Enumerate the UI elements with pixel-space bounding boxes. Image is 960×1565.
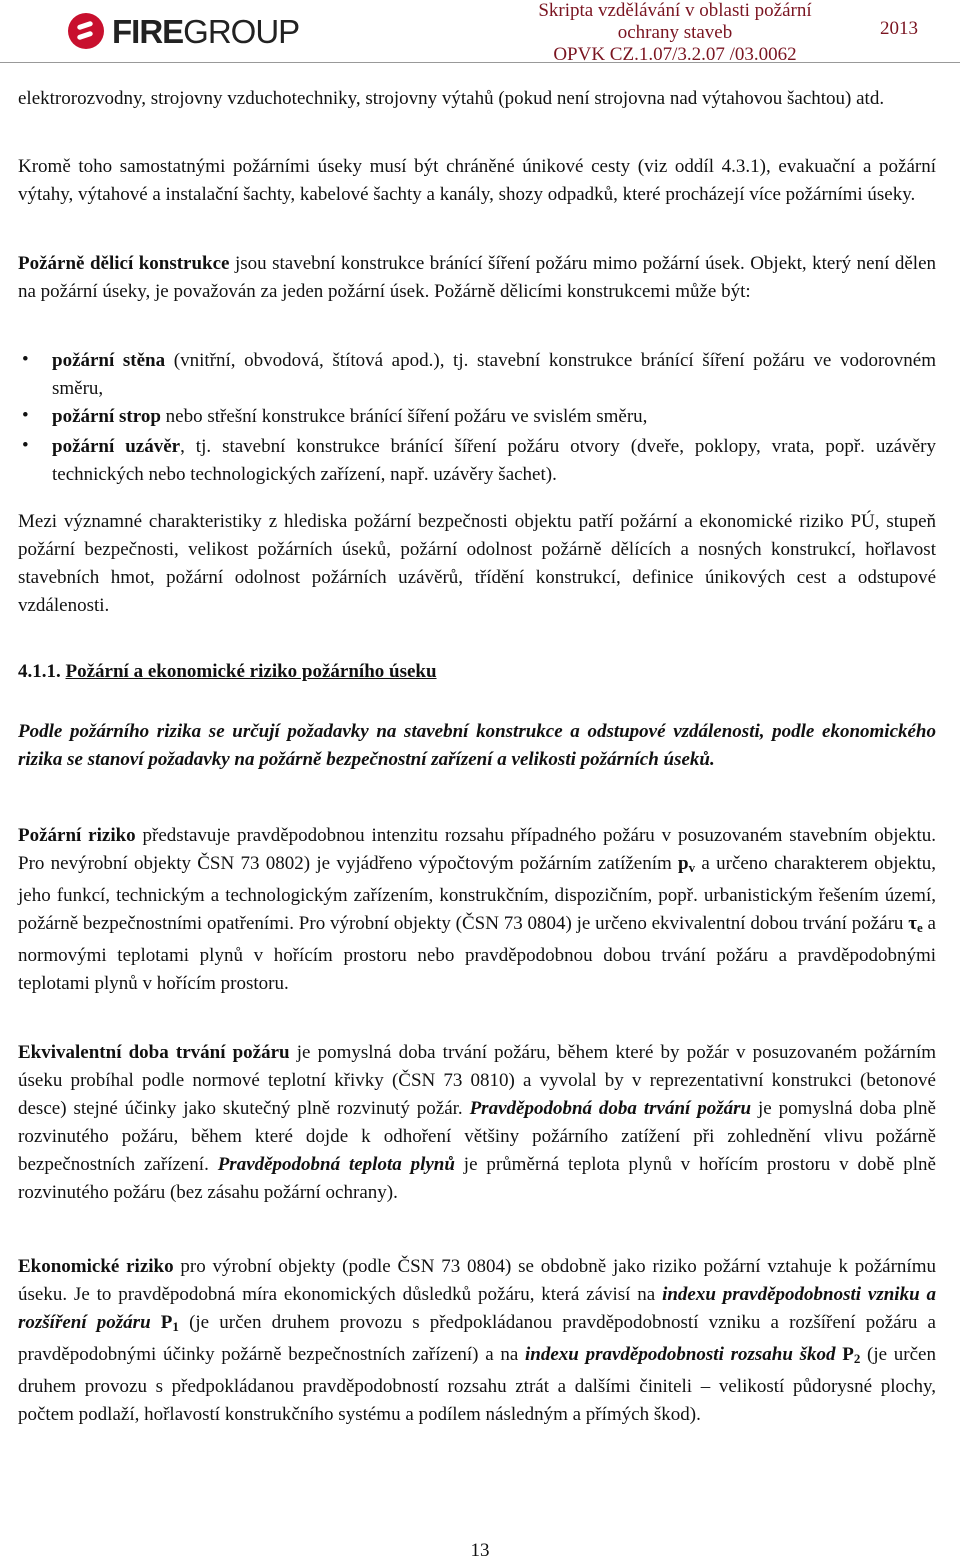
logo-text: FIREGROUP: [112, 12, 300, 50]
page-header: [0, 0, 960, 63]
page-number: 13: [470, 1540, 490, 1561]
paragraph-3: Požárně dělicí konstrukce jsou stavební konstrukce bránící šíření požáru mimo požární úsek. Objekt, který není dělen na požární úseky, je považován za jeden požární úsek. Požárně dělicími konstrukcemi může být:: [18, 253, 936, 302]
header-title-line1: Skripta vzdělávání v oblasti požární ochrany staveb: [538, 0, 812, 43]
paragraph-8: Ekonomické riziko pro výrobní objekty (podle ČSN 73 0804) se obdobně jako riziko požární vztahuje k požárnímu úseku. Je to pravděpodobná míra ekonomických důsledků požáru, která závisí na indexu pravděpodobnosti vzniku a rozšíření požáru $P_1$ (je určen druhem provozu s předpokládanou pravděpodobností vzniku a rozšíření požáru a pravděpodobnými účinky požárně bezpečnostních zařízení) a na indexu pravděpodobnosti rozsahu škod $P_2$ (je určen druhem provozu s předpokládanou pravděpodobností rozsahu ztrát a dalšími činiteli – velikostí půdorysné plochy, počtem podlaží, hořlavostí konstrukčního systému a podílem následným a přímých škod).: [18, 1256, 936, 1425]
paragraph-2: Kromě toho samostatnými požárními úseky musí být chráněné únikové cesty (viz oddíl 4.3.1), evakuační a požární výtahy, výtahové a instalační šachty, kabelové šachty a kanály, shozy odpadků, které procházejí více požárními úseky.: [18, 156, 936, 205]
header-year: 2013: [880, 18, 918, 39]
bullet-icon: •: [22, 349, 29, 370]
paragraph-1: elektrorozvodny, strojovny vzduchotechniky, strojovny výtahů (pokud není strojovna nad výtahovou šachtou) atd.: [18, 88, 885, 109]
header-title-line2: OPVK CZ.1.07/3.2.07 /03.0062: [553, 44, 797, 65]
firegroup-logo: [68, 10, 299, 52]
paragraph-6: Požární riziko představuje pravděpodobnou intenzitu rozsahu případného požáru v posuzovaném stavebním objektu. Pro nevýrobní objekty ČSN 73 0802) je vyjádřeno výpočtovým požárním zatížením $p_v$ a určeno charakterem objektu, jeho funkcí, technickým a technologickým zařízením, konstrukčním, dispozičním, popř. urbanistickým řešením území, požárně bezpečnostními opatřeními. Pro výrobní objekty (ČSN 73 0804) je určeno ekvivalentní dobou trvání požáru $\tau_e$ a normovými teplotami plynů v hořícím prostoru nebo pravděpodobnou dobou trvání požáru a pravděpodobnými teplotami plynů v hořícím prostoru.: [18, 825, 936, 994]
bullet-icon: •: [22, 435, 29, 456]
flame-icon: [68, 13, 104, 49]
list-item: požární stěna (vnitřní, obvodová, štítová apod.), tj. stavební konstrukce bránící šíření požáru ve vodorovném směru,: [52, 350, 937, 399]
paragraph-7: Ekvivalentní doba trvání požáru je pomyslná doba trvání požáru, během které by požár v posuzovaném požárním úseku probíhal podle normové teplotní křivky (ČSN 73 0810) a vyvolal by v reprezentativní konstrukci (betonové desce) stejné účinky jako skutečný plně rozvinutý požár. Pravděpodobná doba trvání požáru je pomyslná doba plně rozvinutého požáru, během které dojde k odhoření většiny požárního zatížení při zohlednění vlivu požárně bezpečnostních zařízení. Pravděpodobná teplota plynů je průměrná teplota plynů v hořícím prostoru v době plně rozvinutého požáru (bez zásahu požární ochrany).: [18, 1042, 936, 1203]
list-item: požární uzávěr, tj. stavební konstrukce bránící šíření požáru otvory (dveře, poklopy, vrata, popř. uzávěry technických nebo technologických zařízení, např. uzávěry šachet).: [52, 436, 936, 485]
section-heading: 4.1.1. Požární a ekonomické riziko požárního úseku: [18, 661, 437, 682]
paragraph-5: Podle požárního rizika se určují požadavky na stavební konstrukce a odstupové vzdálenosti, podle ekonomického rizika se stanoví požadavky na požárně bezpečnostní zařízení a velikosti požárních úseků.: [18, 721, 936, 770]
header-title: [510, 0, 840, 66]
bullet-icon: •: [22, 405, 29, 426]
list-item: požární strop nebo střešní konstrukce bránící šíření požáru ve svislém směru,: [52, 406, 648, 427]
paragraph-4: Mezi významné charakteristiky z hlediska požární bezpečnosti objektu patří požární a ekonomické riziko PÚ, stupeň požární bezpečnosti, velikost požárních úseků, požární odolnost požárně dělících a nosných konstrukcí, hořlavost stavebních hmot, požární odolnost požárních uzávěrů, třídění konstrukcí, definice únikových cest a odstupové vzdálenosti.: [18, 511, 936, 616]
